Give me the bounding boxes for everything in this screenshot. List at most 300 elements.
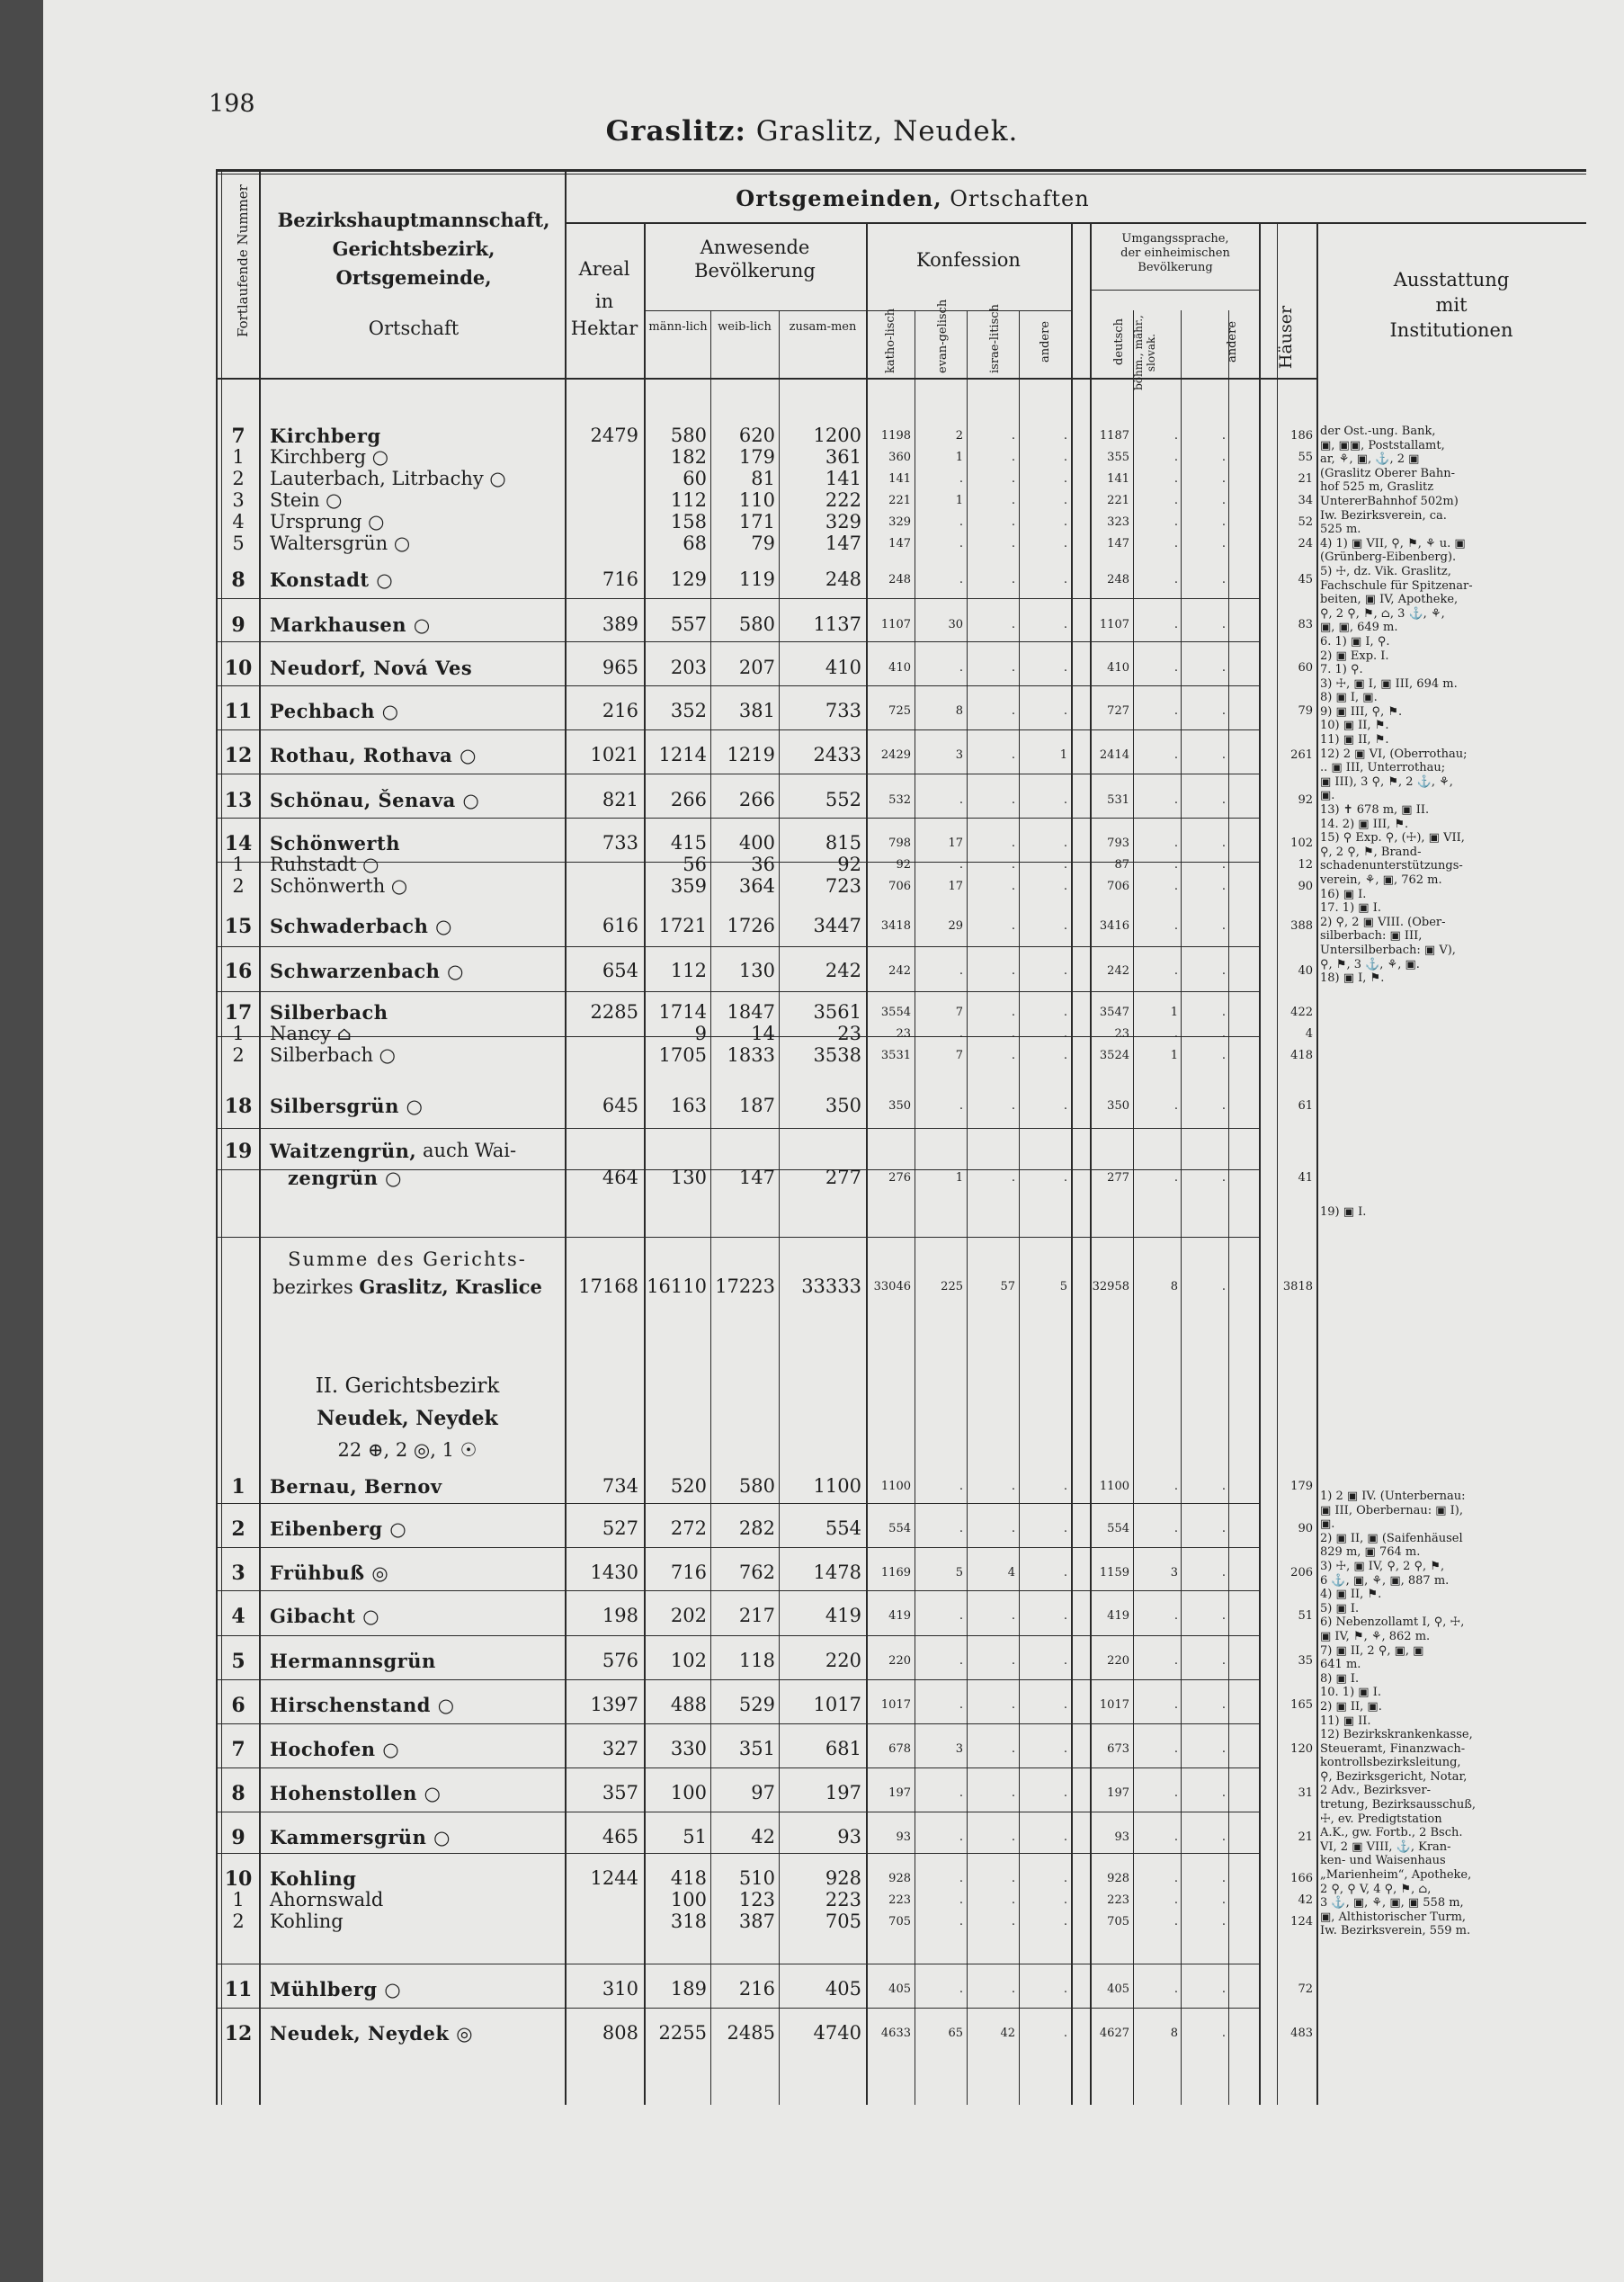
row-number: 17 [224, 1001, 253, 1025]
rule-h [216, 1547, 259, 1548]
cell-z: 4740 [813, 2022, 861, 2044]
cell-kath: 798 [888, 837, 911, 850]
summe-areal: 17168 [578, 1275, 638, 1297]
cell-deutsch: 220 [1107, 1654, 1129, 1668]
cell-kath: 223 [888, 1893, 911, 1907]
place-name: Neudek, Neydek ◎ [270, 2022, 474, 2045]
institution-line: 2 Adv., Bezirksver- [1320, 1784, 1431, 1798]
cell-and: . [1063, 429, 1067, 443]
cell-boehm: . [1173, 1171, 1178, 1185]
institution-line: 3 ⚓, ▣, ⚘, ▣, ▣ 558 m, [1320, 1896, 1464, 1911]
place-name: Stein ○ [270, 489, 343, 511]
rule-h [216, 1503, 259, 1504]
rule-v [710, 310, 711, 2105]
institution-line: 6 ⚓, ▣, ⚘, ▣, 887 m. [1320, 1573, 1450, 1588]
section2-line1: II. Gerichtsbezirk [315, 1374, 500, 1398]
cell-and2: . [1221, 1006, 1226, 1019]
row-number: 1 [232, 1889, 245, 1911]
rule-h [216, 818, 259, 819]
cell-and2: . [1221, 1872, 1226, 1885]
cell-boehm: . [1173, 919, 1178, 933]
rule-h [259, 1679, 1259, 1680]
place-name: Ahornswald [270, 1889, 384, 1911]
cell-kath: 4633 [880, 2027, 911, 2040]
cell-isr: . [1011, 1698, 1015, 1712]
cell-w: 762 [738, 1562, 775, 1583]
institution-line: ⚲, ⚑, 3 ⚓, ⚘, ▣. [1320, 957, 1420, 971]
cell-and: . [1063, 704, 1067, 718]
cell-m: 102 [670, 1650, 707, 1671]
place-name: Ruhstadt ○ [270, 854, 379, 875]
cell-and: . [1063, 1698, 1067, 1712]
cell-deutsch: 793 [1107, 837, 1129, 850]
summe-evang: 225 [941, 1280, 963, 1293]
cell-haeuser: 90 [1298, 1522, 1313, 1535]
institution-line: ar, ⚘, ▣, ⚓, 2 ▣ [1320, 452, 1420, 467]
header-anwesende-2: Bevölkerung [694, 260, 816, 282]
cell-z: 723 [825, 875, 861, 897]
cell-isr: . [1011, 1006, 1015, 1019]
cell-evang: . [959, 1027, 963, 1041]
cell-isr: . [1011, 1893, 1015, 1907]
cell-and: . [1063, 1786, 1067, 1800]
cell-deutsch: 242 [1107, 964, 1129, 978]
cell-isr: . [1011, 704, 1015, 718]
cell-m: 272 [670, 1517, 707, 1539]
institution-line: 525 m. [1320, 523, 1361, 537]
row-number: 1 [232, 854, 245, 875]
institution-line: 12) Bezirkskrankenkasse, [1320, 1728, 1473, 1742]
rule-h [216, 641, 259, 642]
rule-h [216, 1169, 259, 1170]
cell-deutsch: 419 [1107, 1609, 1129, 1623]
cell-m: 520 [670, 1475, 707, 1497]
cell-m: 1705 [658, 1044, 707, 1066]
rule-h [216, 174, 1586, 175]
cell-isr: 42 [1000, 2027, 1015, 2040]
cell-areal: 465 [602, 1826, 638, 1848]
cell-evang: . [959, 1654, 963, 1668]
cell-and: . [1063, 919, 1067, 933]
cell-m: 1714 [658, 1001, 707, 1023]
header-bezirk-line2: Gerichtsbezirk, [332, 237, 495, 260]
header-ortsgemeinden-bold: Ortsgemeinden, [736, 185, 942, 211]
institutionen-block-1 [1320, 425, 1581, 1171]
cell-haeuser: 120 [1290, 1742, 1313, 1756]
cell-haeuser: 179 [1290, 1480, 1313, 1493]
institution-line: 18) ▣ I, ⚑. [1320, 971, 1385, 986]
cell-and: . [1063, 1099, 1067, 1113]
cell-z: 405 [825, 1978, 861, 2000]
cell-z: 147 [825, 532, 861, 554]
cell-areal: 576 [602, 1650, 638, 1671]
cell-and2: . [1221, 793, 1226, 807]
rule-h [259, 685, 1259, 686]
cell-w: 118 [738, 1650, 775, 1671]
cell-z: 220 [825, 1650, 861, 1671]
cell-isr: . [1011, 1915, 1015, 1929]
row-number: 2 [232, 468, 245, 489]
cell-w: 2485 [727, 2022, 775, 2044]
cell-deutsch: 1187 [1099, 429, 1129, 443]
cell-deutsch: 1107 [1099, 618, 1129, 631]
cell-kath: 419 [888, 1609, 911, 1623]
rule-h [259, 2008, 1259, 2009]
cell-haeuser: 21 [1298, 1830, 1313, 1844]
rule-h [216, 1767, 259, 1768]
institution-line: Steueramt, Finanzwach- [1320, 1741, 1466, 1756]
cell-m: 330 [670, 1738, 707, 1759]
row-number: 8 [231, 568, 245, 592]
header-deutsch: deutsch [1112, 318, 1126, 365]
cell-areal: 310 [602, 1978, 638, 2000]
cell-m: 580 [670, 425, 707, 446]
header-ausstattung-1: Ausstattung [1393, 269, 1510, 291]
place-name: Rothau, Rothava ○ [270, 744, 477, 766]
cell-isr: . [1011, 515, 1015, 529]
cell-w: 119 [738, 568, 775, 590]
cell-m: 488 [670, 1694, 707, 1715]
rule-h [259, 1853, 1259, 1854]
cell-deutsch: 2414 [1099, 748, 1129, 762]
place-name: Eibenberg ○ [270, 1517, 407, 1540]
cell-haeuser: 90 [1298, 880, 1313, 893]
row-number: 2 [232, 875, 245, 897]
row-number: 18 [224, 1095, 253, 1118]
cell-evang: 7 [955, 1049, 963, 1062]
institution-line: ☩, ev. Predigtstation [1320, 1812, 1442, 1826]
cell-w: 400 [738, 832, 775, 854]
cell-haeuser: 422 [1290, 1006, 1313, 1019]
summe-line1: Summe des Gerichts- [288, 1248, 527, 1270]
institution-line: (Graslitz Oberer Bahn- [1320, 466, 1455, 480]
institution-line: hof 525 m, Graslitz [1320, 480, 1434, 495]
cell-boehm: . [1173, 661, 1178, 675]
cell-areal: 2479 [590, 425, 638, 446]
row-number: 9 [231, 1826, 245, 1849]
place-name: Mühlberg ○ [270, 1978, 402, 2000]
cell-deutsch: 727 [1107, 704, 1129, 718]
row-number: 9 [231, 613, 245, 637]
cell-and2: . [1221, 1698, 1226, 1712]
rule-h [259, 729, 1259, 730]
cell-w: 97 [751, 1782, 775, 1803]
place-name: Schönwerth [270, 832, 400, 855]
cell-and2: . [1221, 704, 1226, 718]
cell-areal: 1021 [590, 744, 638, 765]
rule-v [565, 169, 567, 2105]
place-name-rest: auch Wai- [423, 1140, 517, 1161]
cell-and: . [1063, 1006, 1067, 1019]
cell-evang: . [959, 1480, 963, 1493]
institution-line: verein, ⚘, ▣, 762 m. [1320, 873, 1442, 887]
cell-haeuser: 35 [1298, 1654, 1313, 1668]
summe-m: 16110 [647, 1275, 707, 1297]
row-number: 3 [231, 1562, 245, 1585]
cell-evang: 8 [955, 704, 963, 718]
cell-evang: . [959, 1786, 963, 1800]
institution-line: Untersilberbach: ▣ V), [1320, 943, 1456, 957]
cell-w: 14 [751, 1023, 775, 1044]
cell-m: 182 [670, 446, 707, 468]
cell-w: 580 [738, 613, 775, 635]
cell-kath: 276 [888, 1171, 911, 1185]
cell-m: 60 [683, 468, 707, 489]
cell-haeuser: 206 [1290, 1566, 1313, 1580]
place-name: Kohling [270, 1867, 357, 1890]
cell-haeuser: 55 [1298, 451, 1313, 464]
cell-areal: 716 [602, 568, 638, 590]
cell-w: 529 [738, 1694, 775, 1715]
cell-w: 79 [751, 532, 775, 554]
institution-line: (Grünberg-Eibenberg). [1320, 550, 1457, 565]
cell-w: 282 [738, 1517, 775, 1539]
cell-and2: . [1221, 573, 1226, 586]
place-name: Neudorf, Nová Ves [270, 657, 473, 679]
institution-line: 14. 2) ▣ III, ⚑. [1320, 817, 1409, 831]
cell-and: 1 [1059, 748, 1067, 762]
cell-haeuser: 261 [1290, 748, 1313, 762]
rule-h [644, 310, 866, 311]
cell-m: 1214 [658, 744, 707, 765]
place-name: Silbersgrün ○ [270, 1095, 424, 1117]
running-title [0, 115, 1624, 148]
cell-kath: 1100 [880, 1480, 911, 1493]
place-name: Waitzengrün, [270, 1140, 417, 1162]
header-andere2: andere [1226, 320, 1239, 363]
cell-isr: . [1011, 858, 1015, 872]
cell-deutsch: 355 [1107, 451, 1129, 464]
row-number: 1 [232, 1023, 245, 1044]
cell-boehm: . [1173, 1742, 1178, 1756]
row-number: 8 [231, 1782, 245, 1805]
cell-w: 207 [738, 657, 775, 678]
cell-m: 129 [670, 568, 707, 590]
cell-evang: . [959, 537, 963, 550]
cell-m: 1721 [658, 915, 707, 936]
header-boehmisch: böhm., mähr., slovak. [1132, 315, 1157, 390]
institution-line: 1) 2 ▣ IV. (Unterbernau: [1320, 1490, 1466, 1503]
institution-line: .. ▣ III, Unterrothau; [1320, 761, 1446, 775]
cell-and: . [1063, 573, 1067, 586]
cell-deutsch: 277 [1107, 1171, 1129, 1185]
cell-boehm: . [1173, 429, 1178, 443]
cell-z: 92 [837, 854, 861, 875]
cell-z: 277 [825, 1167, 861, 1188]
institution-line: ⚲, Bezirksgericht, Notar, [1320, 1769, 1468, 1784]
cell-and: . [1063, 1171, 1067, 1185]
cell-w: 1833 [727, 1044, 775, 1066]
cell-haeuser: 61 [1298, 1099, 1313, 1113]
cell-areal: 733 [602, 832, 638, 854]
cell-w: 110 [738, 489, 775, 511]
cell-z: 141 [825, 468, 861, 489]
cell-boehm: . [1173, 1099, 1178, 1113]
cell-kath: 928 [888, 1872, 911, 1885]
cell-evang: . [959, 1915, 963, 1929]
rule-h [216, 1237, 259, 1238]
cell-z: 1100 [813, 1475, 861, 1497]
cell-and: . [1063, 618, 1067, 631]
cell-haeuser: 60 [1298, 661, 1313, 675]
header-bezirk-line4: Ortschaft [368, 318, 460, 339]
cell-evang: 3 [955, 748, 963, 762]
cell-boehm: . [1173, 1698, 1178, 1712]
cell-isr: . [1011, 1742, 1015, 1756]
institution-line: 6) Nebenzollamt I, ⚲, ☩, [1320, 1615, 1465, 1630]
summe-boehm: 8 [1170, 1280, 1178, 1293]
institution-line: ⚲, 2 ⚲, ⚑, Brand- [1320, 845, 1422, 859]
cell-w: 42 [751, 1826, 775, 1848]
cell-z: 681 [825, 1738, 861, 1759]
cell-isr: . [1011, 880, 1015, 893]
place-name: Schönau, Šenava ○ [270, 789, 480, 811]
institution-line: Iw. Bezirksverein, ca. [1320, 508, 1447, 523]
header-bezirk-line1: Bezirkshauptmannschaft, [277, 209, 550, 231]
cell-evang: . [959, 1830, 963, 1844]
cell-w: 266 [738, 789, 775, 810]
cell-areal: 527 [602, 1517, 638, 1539]
cell-and2: . [1221, 451, 1226, 464]
institution-line: 10. 1) ▣ I. [1320, 1686, 1381, 1700]
cell-deutsch: 1017 [1099, 1698, 1129, 1712]
cell-boehm: . [1173, 837, 1178, 850]
header-ausstattung-3: Institutionen [1389, 319, 1513, 341]
institution-line: 6. 1) ▣ I, ⚲. [1320, 634, 1390, 649]
rule-h [216, 991, 259, 992]
cell-deutsch: 223 [1107, 1893, 1129, 1907]
cell-haeuser: 124 [1290, 1915, 1313, 1929]
institution-line: UntererBahnhof 502m) [1320, 494, 1459, 508]
institution-line: tretung, Bezirksausschuß, [1320, 1798, 1477, 1812]
cell-areal: 2285 [590, 1001, 638, 1023]
row-number: 19 [224, 1140, 253, 1163]
cell-evang: . [959, 1609, 963, 1623]
cell-z: 242 [825, 960, 861, 981]
header-areal-1: Areal [578, 258, 630, 280]
institution-line: „Marienheim“, Apotheke, [1320, 1868, 1472, 1883]
header-evangelisch: evan-gelisch [936, 299, 950, 373]
cell-isr: . [1011, 618, 1015, 631]
cell-haeuser: 4 [1305, 1027, 1313, 1041]
place-name: Schönwerth ○ [270, 875, 408, 897]
institution-line: Iw. Bezirksverein, 559 m. [1320, 1924, 1471, 1938]
cell-boehm: . [1173, 793, 1178, 807]
cell-deutsch: 4627 [1099, 2027, 1129, 2040]
cell-and: . [1063, 964, 1067, 978]
cell-z: 197 [825, 1782, 861, 1803]
cell-m: 112 [670, 960, 707, 981]
cell-isr: . [1011, 429, 1015, 443]
cell-evang: . [959, 1522, 963, 1535]
cell-and: . [1063, 1049, 1067, 1062]
cell-z: 93 [837, 1826, 861, 1848]
cell-areal: 198 [602, 1605, 638, 1626]
institution-line: ▣ III), 3 ⚲, ⚑, 2 ⚓, ⚘, [1320, 774, 1453, 789]
institution-line: A.K., gw. Fortb., 2 Bsch. [1320, 1826, 1463, 1840]
summe-line2 [263, 1275, 552, 1298]
cell-and2: . [1221, 1654, 1226, 1668]
institution-line: 5) ☩, dz. Vik. Graslitz, [1320, 564, 1451, 578]
rule-v [259, 169, 261, 2105]
cell-evang: . [959, 515, 963, 529]
cell-kath: 242 [888, 964, 911, 978]
cell-m: 163 [670, 1095, 707, 1116]
cell-w: 1726 [727, 915, 775, 936]
cell-haeuser: 31 [1298, 1786, 1313, 1800]
cell-boehm: . [1173, 537, 1178, 550]
row-number: 3 [232, 489, 245, 511]
rule-h [216, 729, 259, 730]
row-number: 10 [224, 657, 253, 680]
cell-haeuser: 34 [1298, 494, 1313, 507]
cell-areal: 357 [602, 1782, 638, 1803]
cell-boehm: . [1173, 1654, 1178, 1668]
institution-line: ▣. [1320, 1517, 1335, 1532]
institution-line: 4) ▣ II, ⚑. [1320, 1588, 1382, 1602]
row-number: 10 [224, 1867, 253, 1891]
cell-and2: . [1221, 837, 1226, 850]
cell-haeuser: 51 [1298, 1609, 1313, 1623]
cell-z: 222 [825, 489, 861, 511]
header-areal-3: Hektar [570, 318, 638, 339]
row-number: 6 [231, 1694, 245, 1717]
header-bezirk-line3: Ortsgemeinde, [335, 266, 492, 289]
place-name: Kirchberg ○ [270, 446, 389, 468]
cell-w: 36 [751, 854, 775, 875]
cell-haeuser: 21 [1298, 472, 1313, 486]
cell-kath: 3554 [880, 1006, 911, 1019]
cell-boehm: . [1173, 1915, 1178, 1929]
cell-evang: 30 [948, 618, 963, 631]
cell-and: . [1063, 451, 1067, 464]
header-ausstattung-2: mit [1435, 294, 1468, 316]
rule-h [216, 1679, 259, 1680]
header-fortlaufende-nummer: Fortlaufende Nummer [235, 184, 251, 337]
header-anwesende-1: Anwesende [700, 237, 810, 258]
place-name: Kammersgrün ○ [270, 1826, 451, 1848]
cell-boehm: . [1173, 704, 1178, 718]
cell-haeuser: 42 [1298, 1893, 1313, 1907]
cell-w: 510 [738, 1867, 775, 1889]
cell-haeuser: 92 [1298, 793, 1313, 807]
cell-deutsch: 147 [1107, 537, 1129, 550]
cell-haeuser: 166 [1290, 1872, 1313, 1885]
cell-kath: 410 [888, 661, 911, 675]
cell-isr: . [1011, 748, 1015, 762]
cell-and: . [1063, 2027, 1067, 2040]
place-name: Kohling [270, 1911, 344, 1932]
cell-m: 100 [670, 1782, 707, 1803]
cell-isr: . [1011, 1049, 1015, 1062]
cell-and2: . [1221, 1786, 1226, 1800]
cell-kath: 92 [896, 858, 911, 872]
summe-line2-b: Graslitz, Kraslice [359, 1275, 542, 1298]
cell-and: . [1063, 1027, 1067, 1041]
cell-z: 3447 [813, 915, 861, 936]
cell-boehm: . [1173, 1830, 1178, 1844]
row-number: 13 [224, 789, 253, 812]
place-name: Schwarzenbach ○ [270, 960, 465, 982]
cell-isr: . [1011, 1786, 1015, 1800]
institution-line: 9) ▣ III, ⚲, ⚑. [1320, 704, 1403, 719]
cell-deutsch: 554 [1107, 1522, 1129, 1535]
cell-m: 557 [670, 613, 707, 635]
cell-and2: . [1221, 1830, 1226, 1844]
institution-line: ▣, ▣▣, Poststallamt, [1320, 438, 1445, 452]
place-name: Lauterbach, Litrbachy ○ [270, 468, 506, 489]
institution-line: 829 m, ▣ 764 m. [1320, 1545, 1421, 1560]
